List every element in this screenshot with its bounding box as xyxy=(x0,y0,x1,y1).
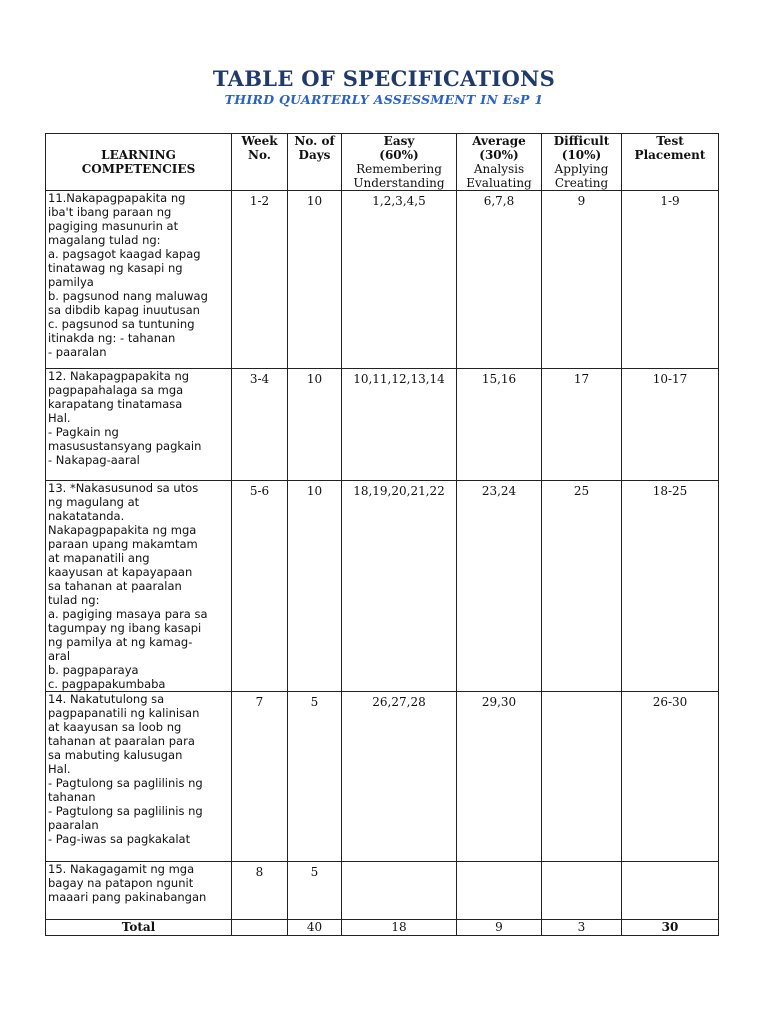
competency-line: Hal. xyxy=(48,762,71,776)
easy-items-cell xyxy=(342,862,457,920)
competency-line: ng pamilya at ng kamag- xyxy=(48,635,193,649)
total-week xyxy=(232,920,288,936)
total-row xyxy=(46,920,719,936)
difficult-items-cell xyxy=(542,862,622,920)
average-items-cell: 15,16 xyxy=(457,369,542,481)
header-difficult xyxy=(542,134,622,191)
header-row xyxy=(46,134,719,191)
header-days xyxy=(288,134,342,191)
total-easy: 18 xyxy=(342,920,457,936)
difficult-items-cell: 17 xyxy=(542,369,622,481)
difficult-items-cell: 9 xyxy=(542,191,622,369)
competency-line: magalang tulad ng: xyxy=(48,233,161,247)
competency-line: pagiging masunurin at xyxy=(48,219,179,233)
header-easy-pct: (60%) xyxy=(379,148,419,162)
competency-line: itinakda ng: - tahanan xyxy=(48,331,176,345)
week-cell: 8 xyxy=(232,862,288,920)
competency-line: maaari pang pakinabangan xyxy=(48,890,207,904)
days-cell: 10 xyxy=(288,481,342,692)
easy-items-cell: 1,2,3,4,5 xyxy=(342,191,457,369)
header-easy xyxy=(342,134,457,191)
competency-line: 12. Nakapagpapakita ng xyxy=(48,369,190,383)
competency-line: paaralan xyxy=(48,818,99,832)
competency-line: sa tahanan at paaralan xyxy=(48,579,182,593)
competency-line: - Pagtulong sa paglilinis ng xyxy=(48,804,203,818)
competency-line: a. pagiging masaya para sa xyxy=(48,607,208,621)
competency-line: c. pagpapakumbaba xyxy=(48,677,166,691)
header-competencies-label: LEARNING COMPETENCIES xyxy=(81,148,196,176)
table-row xyxy=(46,692,719,862)
competency-line: b. pagpaparaya xyxy=(48,663,139,677)
competency-line: - Pag-iwas sa pagkakalat xyxy=(48,832,191,846)
header-easy-level-1: Remembering xyxy=(356,162,442,176)
table-row xyxy=(46,481,719,692)
average-items-cell: 6,7,8 xyxy=(457,191,542,369)
specifications-table xyxy=(45,133,719,936)
competency-line: bagay na patapon ngunit xyxy=(48,876,194,890)
total-difficult: 3 xyxy=(542,920,622,936)
header-difficult-pct: (10%) xyxy=(561,148,602,162)
header-average-top: Average xyxy=(472,134,526,148)
total-average: 9 xyxy=(457,920,542,936)
days-cell: 10 xyxy=(288,191,342,369)
competency-line: 13. *Nakasusunod sa utos xyxy=(48,481,199,495)
competency-cell xyxy=(46,692,232,862)
header-week xyxy=(232,134,288,191)
competency-line: 15. Nakagagamit ng mga xyxy=(48,862,195,876)
competency-line: kaayusan at kapayapaan xyxy=(48,565,193,579)
header-difficult-level-1: Applying xyxy=(554,162,609,176)
table-body xyxy=(46,191,719,920)
header-days-top: No. of xyxy=(294,134,335,148)
difficult-items-cell: 25 xyxy=(542,481,622,692)
total-label: Total xyxy=(46,920,232,936)
header-average xyxy=(457,134,542,191)
table-row xyxy=(46,191,719,369)
header-average-level-1: Analysis xyxy=(473,162,525,176)
competency-cell xyxy=(46,369,232,481)
header-average-pct: (30%) xyxy=(479,148,519,162)
document-title: TABLE OF SPECIFICATIONS xyxy=(212,66,556,91)
competency-line: - Nakapag-aaral xyxy=(48,453,140,467)
easy-items-cell: 10,11,12,13,14 xyxy=(342,369,457,481)
header-competencies xyxy=(46,134,232,191)
competency-line: tulad ng: xyxy=(48,593,100,607)
header-easy-top: Easy xyxy=(383,134,415,148)
header-difficult-top: Difficult xyxy=(553,134,610,148)
average-items-cell: 23,24 xyxy=(457,481,542,692)
header-placement-top: Test xyxy=(656,134,684,148)
header-placement-bottom: Placement xyxy=(634,148,706,162)
competency-line: Hal. xyxy=(48,411,71,425)
easy-items-cell: 26,27,28 xyxy=(342,692,457,862)
competency-line: Nakapagpapakita ng mga xyxy=(48,523,197,537)
placement-cell xyxy=(622,862,719,920)
competency-line: at mapanatili ang xyxy=(48,551,150,565)
week-cell: 5-6 xyxy=(232,481,288,692)
competency-line: pagpapahalaga sa mga xyxy=(48,383,184,397)
competency-line: tinatawag ng kasapi ng xyxy=(48,261,183,275)
competency-line: 14. Nakatutulong sa xyxy=(48,692,165,706)
competency-line: a. pagsagot kaagad kapag xyxy=(48,247,201,261)
competency-line: aral xyxy=(48,649,71,663)
placement-cell: 18-25 xyxy=(622,481,719,692)
competency-line: tagumpay ng ibang kasapi xyxy=(48,621,202,635)
competency-cell xyxy=(46,191,232,369)
easy-items-cell: 18,19,20,21,22 xyxy=(342,481,457,692)
header-week-top: Week xyxy=(241,134,278,148)
header-days-bottom: Days xyxy=(298,148,331,162)
total-placement: 30 xyxy=(622,920,719,936)
competency-line: sa dibdib kapag inuutusan xyxy=(48,303,200,317)
document-subtitle: THIRD QUARTERLY ASSESSMENT IN EsP 1 xyxy=(224,92,544,107)
header-difficult-level-2: Creating xyxy=(554,176,609,190)
table-row xyxy=(46,862,719,920)
competency-line: tahanan at paaralan para xyxy=(48,734,195,748)
competency-line: karapatang tinatamasa xyxy=(48,397,183,411)
competency-line: tahanan xyxy=(48,790,96,804)
header-average-level-2: Evaluating xyxy=(466,176,532,190)
days-cell: 5 xyxy=(288,862,342,920)
placement-cell: 1-9 xyxy=(622,191,719,369)
week-cell: 1-2 xyxy=(232,191,288,369)
competency-line: 11.Nakapagpapakita ng xyxy=(48,191,186,205)
competency-line: sa mabuting kalusugan xyxy=(48,748,183,762)
week-cell: 7 xyxy=(232,692,288,862)
competency-cell xyxy=(46,862,232,920)
competency-line: at kaayusan sa loob ng xyxy=(48,720,182,734)
competency-cell xyxy=(46,481,232,692)
placement-cell: 10-17 xyxy=(622,369,719,481)
competency-line: iba't ibang paraan ng xyxy=(48,205,172,219)
days-cell: 10 xyxy=(288,369,342,481)
competency-line: nakatatanda. xyxy=(48,509,125,523)
competency-line: ng magulang at xyxy=(48,495,140,509)
header-week-bottom: No. xyxy=(248,148,271,162)
placement-cell: 26-30 xyxy=(622,692,719,862)
competency-line: pamilya xyxy=(48,275,94,289)
days-cell: 5 xyxy=(288,692,342,862)
competency-line: c. pagsunod sa tuntuning xyxy=(48,317,195,331)
competency-line: pagpapanatili ng kalinisan xyxy=(48,706,200,720)
difficult-items-cell xyxy=(542,692,622,862)
header-placement xyxy=(622,134,719,191)
average-items-cell: 29,30 xyxy=(457,692,542,862)
header-easy-level-2: Understanding xyxy=(353,176,445,190)
week-cell: 3-4 xyxy=(232,369,288,481)
total-days: 40 xyxy=(288,920,342,936)
average-items-cell xyxy=(457,862,542,920)
competency-line: - Pagkain ng xyxy=(48,425,119,439)
competency-line: - paaralan xyxy=(48,345,107,359)
table-row xyxy=(46,369,719,481)
competency-line: - Pagtulong sa paglilinis ng xyxy=(48,776,203,790)
competency-line: masusustansyang pagkain xyxy=(48,439,202,453)
competency-line: paraan upang makamtam xyxy=(48,537,198,551)
competency-line: b. pagsunod nang maluwag xyxy=(48,289,208,303)
